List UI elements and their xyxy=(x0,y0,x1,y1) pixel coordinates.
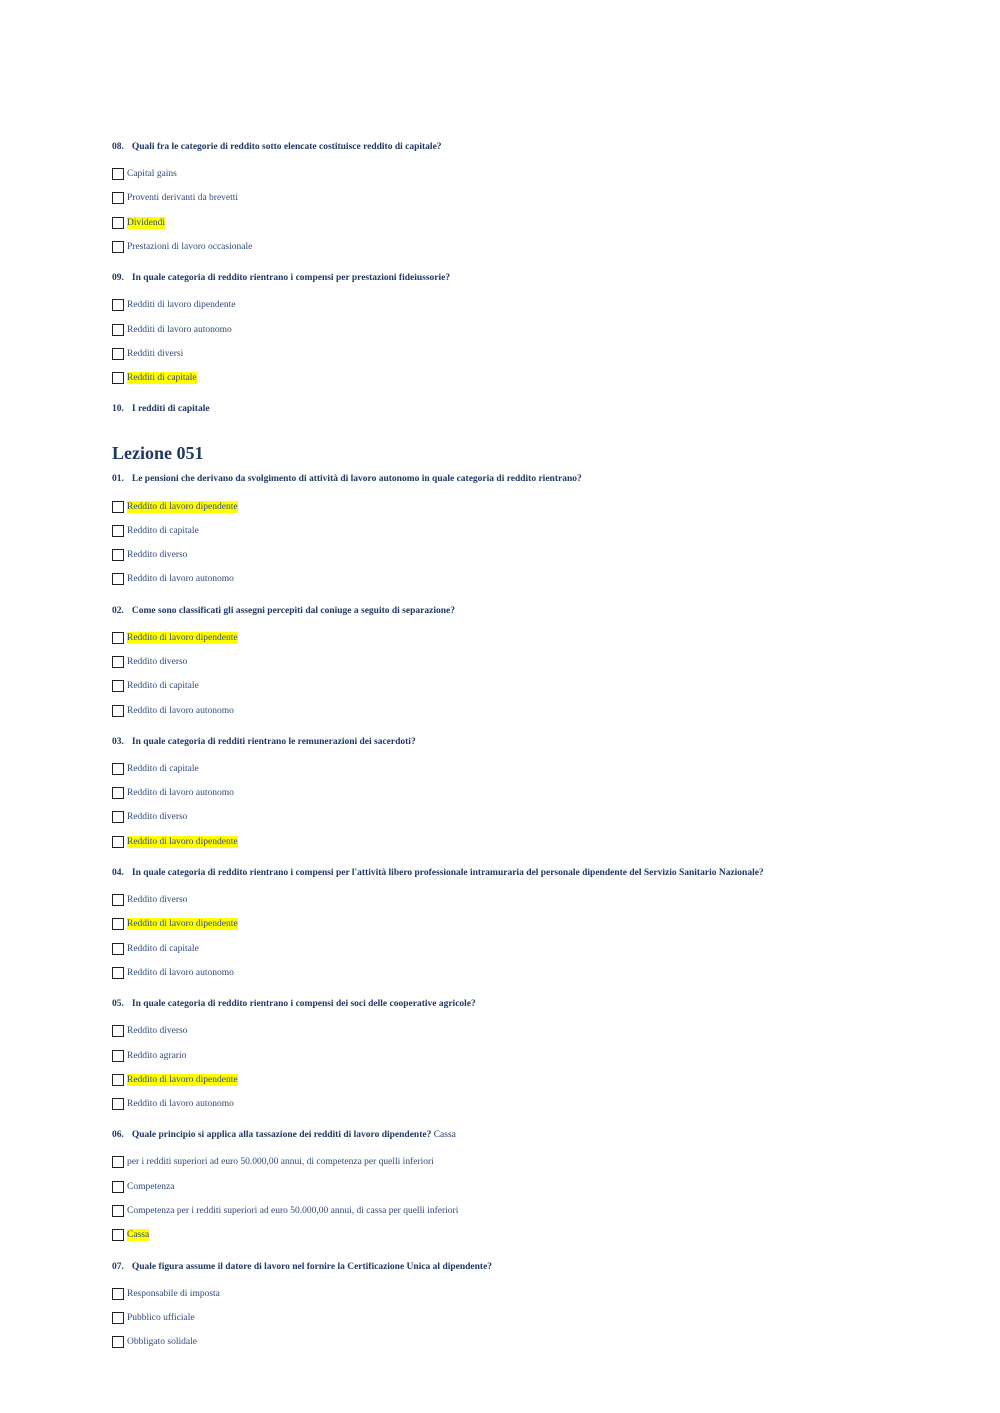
question-number: 07. xyxy=(112,1261,124,1272)
answer-checkbox[interactable] xyxy=(112,1098,124,1110)
answer-text: Reddito di lavoro autonomo xyxy=(127,574,234,585)
answer-option[interactable] xyxy=(112,961,972,985)
answer-checkbox[interactable] xyxy=(112,192,124,204)
answer-option[interactable] xyxy=(112,1223,972,1247)
answer-options xyxy=(112,1150,972,1247)
answer-text-highlighted: Cassa xyxy=(127,1230,150,1241)
question-label: Quali fra le categorie di reddito sotto elencate costituisce reddito di capitale? xyxy=(131,142,442,152)
answer-text: Reddito di lavoro autonomo xyxy=(127,1099,234,1110)
answer-options xyxy=(112,1019,972,1116)
answer-text: Redditi di lavoro dipendente xyxy=(127,300,236,311)
question-block xyxy=(112,735,972,854)
answer-text: Obbligato solidale xyxy=(127,1337,197,1348)
answer-checkbox[interactable] xyxy=(112,1336,124,1348)
answer-checkbox[interactable] xyxy=(112,656,124,668)
answer-text: Reddito di capitale xyxy=(127,943,199,954)
answer-option[interactable] xyxy=(112,1306,972,1330)
answer-checkbox[interactable] xyxy=(112,1156,124,1168)
answer-option[interactable] xyxy=(112,1199,972,1223)
answer-option[interactable] xyxy=(112,781,972,805)
answer-text: Reddito diverso xyxy=(127,895,188,906)
answer-option[interactable] xyxy=(112,1330,972,1354)
question-number: 08. xyxy=(112,142,124,152)
answer-text: Redditi di lavoro autonomo xyxy=(127,324,232,335)
answer-checkbox[interactable] xyxy=(112,1312,124,1324)
answer-options xyxy=(112,494,972,591)
answer-text: Reddito di capitale xyxy=(127,763,199,774)
answer-checkbox[interactable] xyxy=(112,894,124,906)
question-number: 10. xyxy=(112,404,124,415)
question-block xyxy=(112,271,972,390)
answer-text-highlighted: Reddito di lavoro dipendente xyxy=(127,501,238,512)
answer-options xyxy=(112,757,972,854)
question-block xyxy=(112,604,972,723)
answer-checkbox[interactable] xyxy=(112,811,124,823)
answer-options xyxy=(112,626,972,723)
question-number: 04. xyxy=(112,867,124,878)
answer-option[interactable] xyxy=(112,757,972,781)
answer-option[interactable] xyxy=(112,186,972,210)
answer-checkbox[interactable] xyxy=(112,1205,124,1217)
answer-option[interactable] xyxy=(112,317,972,341)
question-text xyxy=(112,1260,972,1274)
answer-text-highlighted: Reddito di lavoro dipendente xyxy=(127,836,238,847)
answer-checkbox[interactable] xyxy=(112,1025,124,1037)
answer-option[interactable] xyxy=(112,543,972,567)
answer-option[interactable] xyxy=(112,519,972,543)
answer-checkbox[interactable] xyxy=(112,763,124,775)
answer-option[interactable] xyxy=(112,698,972,722)
question-block xyxy=(112,1128,972,1247)
answer-text: Reddito di capitale xyxy=(127,681,199,692)
question-block xyxy=(112,866,972,985)
answer-text: Capital gains xyxy=(127,169,177,180)
question-number: 03. xyxy=(112,736,124,747)
answer-text: Reddito diverso xyxy=(127,812,188,823)
answer-checkbox[interactable] xyxy=(112,525,124,537)
lesson-title: Lezione 051 xyxy=(112,443,204,464)
answer-text-highlighted: Reddito di lavoro dipendente xyxy=(127,919,238,930)
answer-text: Reddito diverso xyxy=(127,1026,188,1037)
answer-checkbox[interactable] xyxy=(112,1288,124,1300)
answer-option[interactable] xyxy=(112,626,972,650)
answer-text-highlighted: Reddito di lavoro dipendente xyxy=(127,1074,238,1085)
question-text xyxy=(112,866,972,880)
answer-checkbox[interactable] xyxy=(112,705,124,717)
answer-checkbox[interactable] xyxy=(112,787,124,799)
answer-option[interactable] xyxy=(112,1150,972,1174)
answer-options xyxy=(112,162,972,259)
question-label: Le pensioni che derivano da svolgimento di attività di lavoro autonomo in quale categoria di reddito rientrano? xyxy=(131,474,582,485)
answer-text-highlighted: Reddito di lavoro dipendente xyxy=(127,632,238,643)
answer-text: per i redditi superiori ad euro 50.000,00 annui, di competenza per quelli inferiori xyxy=(127,1157,434,1168)
answer-checkbox[interactable] xyxy=(112,372,124,384)
answer-option[interactable] xyxy=(112,1043,972,1067)
answer-checkbox[interactable] xyxy=(112,549,124,561)
question-text xyxy=(112,271,972,285)
answer-option[interactable] xyxy=(112,1092,972,1116)
question-text xyxy=(112,402,972,416)
question-number: 09. xyxy=(112,273,124,284)
answer-option[interactable] xyxy=(112,567,972,591)
question-list-previous-lesson xyxy=(112,140,972,416)
question-number: 01. xyxy=(112,474,124,485)
answer-text: Reddito diverso xyxy=(127,550,188,561)
question-block xyxy=(112,402,972,416)
answer-option[interactable] xyxy=(112,235,972,259)
answer-text: Responsabile di imposta xyxy=(127,1288,220,1299)
answer-text: Reddito diverso xyxy=(127,657,188,667)
answer-option[interactable] xyxy=(112,912,972,936)
question-label: In quale categoria di redditi rientrano le remunerazioni dei sacerdoti? xyxy=(131,736,416,747)
answer-option[interactable] xyxy=(112,830,972,854)
answer-checkbox[interactable] xyxy=(112,501,124,513)
answer-checkbox[interactable] xyxy=(112,680,124,692)
answer-text: Pubblico ufficiale xyxy=(127,1312,195,1323)
answer-option[interactable] xyxy=(112,888,972,912)
answer-option[interactable] xyxy=(112,650,972,674)
question-block xyxy=(112,997,972,1116)
answer-text-highlighted: Redditi di capitale xyxy=(127,373,197,384)
answer-checkbox[interactable] xyxy=(112,348,124,360)
question-list-lesson-051 xyxy=(112,472,972,1354)
answer-checkbox[interactable] xyxy=(112,1050,124,1062)
answer-checkbox[interactable] xyxy=(112,632,124,644)
question-text xyxy=(112,735,972,749)
answer-text: Reddito agrario xyxy=(127,1050,187,1061)
answer-checkbox[interactable] xyxy=(112,299,124,311)
answer-text: Prestazioni di lavoro occasionale xyxy=(127,242,253,253)
answer-checkbox[interactable] xyxy=(112,324,124,336)
question-label: In quale categoria di reddito rientrano i compensi per l'attività libero professionale intramuraria del personale dipendente del Servizio Sanitario Nazionale? xyxy=(131,867,764,878)
answer-options xyxy=(112,1282,972,1355)
question-label: Quale figura assume il datore di lavoro nel fornire la Certificazione Unica al dipendente? xyxy=(131,1261,493,1272)
answer-option[interactable] xyxy=(112,674,972,698)
answer-text: Proventi derivanti da brevetti xyxy=(127,193,239,204)
answer-checkbox[interactable] xyxy=(112,217,124,229)
answer-text: Competenza per i redditi superiori ad euro 50.000,00 annui, di cassa per quelli inferiori xyxy=(127,1206,459,1217)
answer-checkbox[interactable] xyxy=(112,918,124,930)
answer-checkbox[interactable] xyxy=(112,836,124,848)
question-label: Come sono classificati gli assegni percepiti dal coniuge a seguito di separazione? xyxy=(131,605,455,616)
document-body xyxy=(112,140,972,1366)
answer-option[interactable] xyxy=(112,342,972,366)
question-tail: Cassa xyxy=(433,1130,456,1141)
answer-checkbox[interactable] xyxy=(112,1074,124,1086)
answer-options xyxy=(112,293,972,390)
answer-checkbox[interactable] xyxy=(112,1229,124,1241)
answer-option[interactable] xyxy=(112,1282,972,1306)
answer-option[interactable] xyxy=(112,211,972,235)
question-number: 05. xyxy=(112,999,124,1010)
question-label: In quale categoria di reddito rientrano i compensi dei soci delle cooperative agricole? xyxy=(131,999,476,1010)
answer-option[interactable] xyxy=(112,1068,972,1092)
answer-text: Redditi diversi xyxy=(127,348,184,359)
answer-text: Competenza xyxy=(127,1181,175,1192)
answer-text: Reddito di lavoro autonomo xyxy=(127,788,234,799)
answer-option[interactable] xyxy=(112,366,972,390)
question-label: I redditi di capitale xyxy=(131,404,210,415)
answer-options xyxy=(112,888,972,985)
answer-option[interactable] xyxy=(112,293,972,317)
answer-option[interactable] xyxy=(112,805,972,829)
question-text xyxy=(112,1128,972,1142)
question-label: Quale principio si applica alla tassazione dei redditi di lavoro dipendente? xyxy=(131,1130,432,1141)
answer-option[interactable] xyxy=(112,937,972,961)
answer-checkbox[interactable] xyxy=(112,573,124,585)
answer-option[interactable] xyxy=(112,1019,972,1043)
question-block xyxy=(112,140,972,259)
answer-text: Reddito di capitale xyxy=(127,525,199,536)
answer-text: Reddito di lavoro autonomo xyxy=(127,967,234,978)
question-number: 06. xyxy=(112,1130,124,1141)
answer-text: Reddito di lavoro autonomo xyxy=(127,705,234,716)
question-number: 02. xyxy=(112,605,124,616)
answer-checkbox[interactable] xyxy=(112,1181,124,1193)
answer-option[interactable] xyxy=(112,1175,972,1199)
answer-checkbox[interactable] xyxy=(112,967,124,979)
answer-checkbox[interactable] xyxy=(112,168,124,180)
question-text xyxy=(112,472,972,486)
answer-text-highlighted: Dividendi xyxy=(127,217,165,228)
answer-checkbox[interactable] xyxy=(112,241,124,253)
question-block xyxy=(112,472,972,591)
question-label: In quale categoria di reddito rientrano i compensi per prestazioni fideiussorie? xyxy=(131,273,451,284)
question-block xyxy=(112,1260,972,1355)
question-text xyxy=(112,604,972,618)
question-text xyxy=(112,140,972,154)
question-text xyxy=(112,997,972,1011)
answer-option[interactable] xyxy=(112,162,972,186)
answer-checkbox[interactable] xyxy=(112,943,124,955)
answer-option[interactable] xyxy=(112,494,972,518)
